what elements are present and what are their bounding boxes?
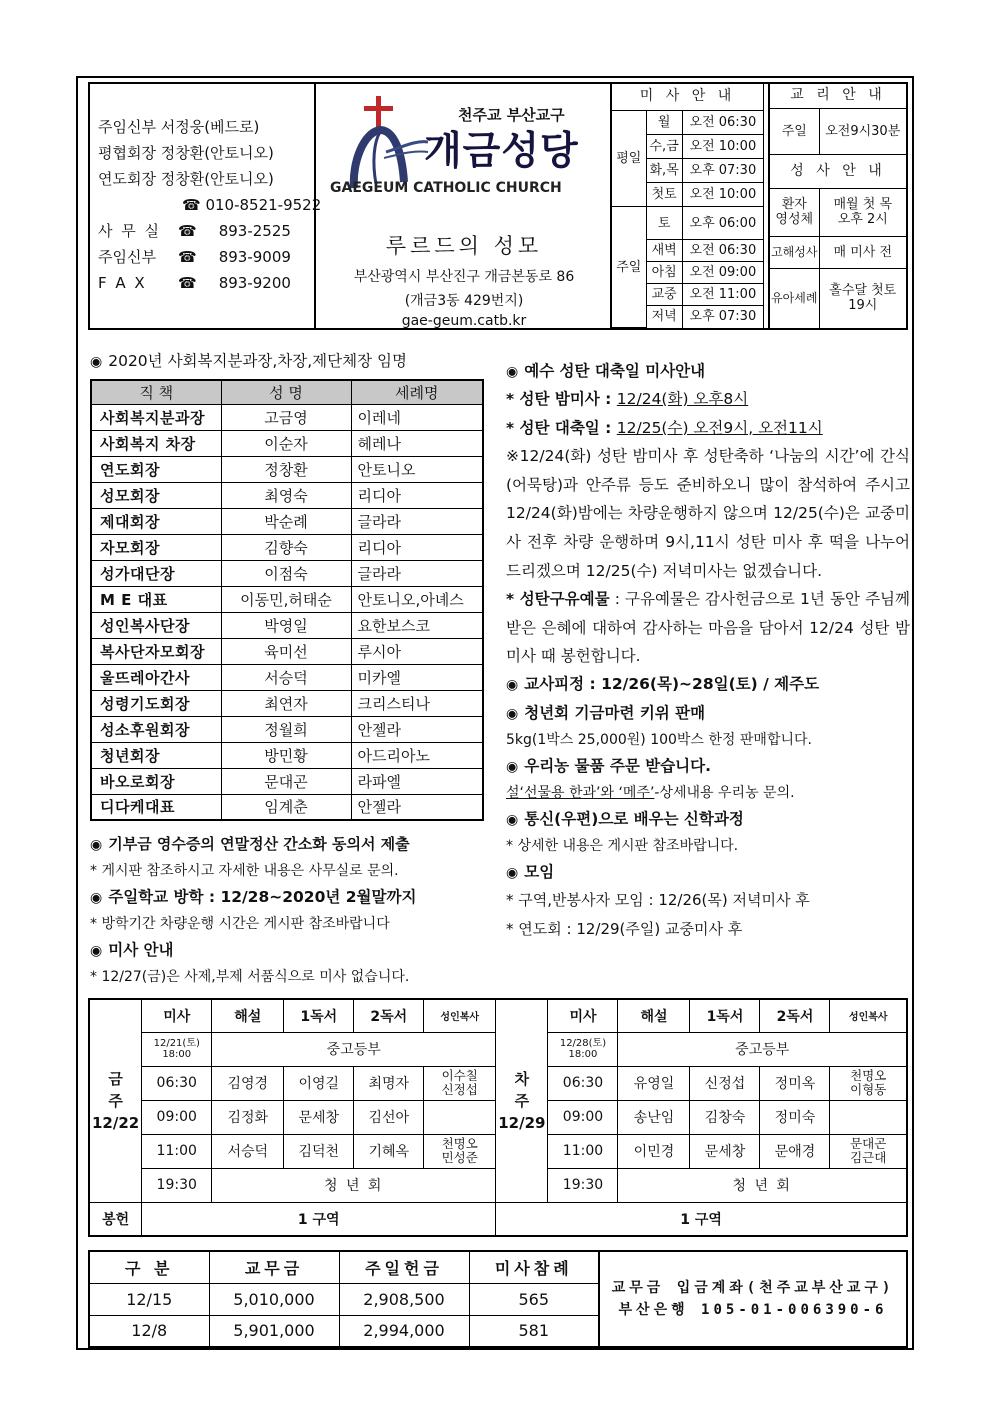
officer-name: 김향숙	[221, 534, 351, 560]
account-line: 교무금 입금계좌(천주교부산교구)	[611, 1280, 895, 1296]
mass-time-cell: 19:30	[142, 1168, 212, 1202]
table-row	[89, 1251, 907, 1283]
officer-baptismal: 루시아	[351, 638, 483, 664]
mass-time: 오전 06:30	[682, 110, 763, 134]
mass-time: 오후 06:00	[682, 207, 763, 240]
mobile-number: 010-8521-9522	[205, 196, 322, 214]
finance-table	[88, 1250, 908, 1348]
table-row	[91, 794, 483, 820]
sacrament-name: 고해성사	[769, 236, 819, 268]
reader1-cell: 신정섭	[690, 1066, 760, 1100]
officer-baptismal: 리디아	[351, 482, 483, 508]
officer-name: 정창환	[221, 456, 351, 482]
diocese-name: 천주교 부산교구	[458, 106, 565, 124]
officer-baptismal: 요한보스코	[351, 612, 483, 638]
bullet-icon: ◉	[506, 676, 519, 693]
retreat-heading	[506, 671, 910, 698]
finance-attendance: 565	[469, 1283, 599, 1315]
schedule-header: 성인복사	[424, 999, 496, 1032]
donation-note: * 게시판 참조하시고 자세한 내용은 사무실로 문의.	[90, 863, 399, 879]
meeting-item: * 구역,반봉사자 모임 : 12/26(목) 저녁미사 후	[506, 890, 810, 909]
reader1-cell: 이영길	[284, 1066, 354, 1100]
bullet-icon: ◉	[90, 890, 103, 906]
mass-day: 토	[646, 207, 682, 240]
schedule-header: 2독서	[760, 999, 830, 1032]
school-title: 주일학교 방학 : 12/28~2020년 2월말까지	[108, 888, 417, 906]
mass-time-cell: 09:00	[548, 1100, 618, 1134]
mass-time-cell: 06:30	[548, 1066, 618, 1100]
bullet-icon: ◉	[90, 943, 103, 959]
staff-line: 주임신부 서정웅(베드로)	[98, 118, 260, 136]
sacrament-time: 매 미사 전	[819, 236, 906, 268]
sacrament-name: 유아세례	[769, 268, 819, 328]
table-row	[91, 638, 483, 664]
website-link[interactable]: gae-geum.catb.kr	[401, 313, 527, 329]
reader2-cell: 정미숙	[760, 1100, 830, 1134]
table-header: 성 명	[221, 380, 351, 404]
mass-times-table	[612, 84, 764, 328]
mass-day: 저녁	[646, 305, 682, 327]
church-logo-block	[316, 84, 612, 328]
server-cell: 문대곤 김근대	[830, 1134, 907, 1168]
mass-time-cell: 06:30	[142, 1066, 212, 1100]
fax-number: 893-9200	[218, 274, 291, 292]
finance-dues: 5,010,000	[209, 1283, 339, 1315]
this-week-label: 금 주 12/22	[89, 999, 142, 1202]
staff-line: 평협회장 정창환(안토니오)	[98, 144, 274, 162]
schedule-header: 해설	[618, 999, 690, 1032]
assigned-group: 청 년 회	[212, 1168, 496, 1202]
youth-heading	[506, 700, 910, 727]
farm-note-items: 설‘선물용 한과’와 ‘메주’	[506, 784, 655, 801]
finance-attendance: 581	[469, 1315, 599, 1347]
officer-role: 연도회장	[91, 456, 221, 482]
bullet-icon: ◉	[506, 705, 519, 722]
school-note: * 방학기간 차량운행 시간은 게시판 참조바랍니다	[90, 916, 390, 932]
officer-role: 성소후원회장	[91, 716, 221, 742]
officer-baptismal: 글라라	[351, 560, 483, 586]
offering-body: : 구유예물은 감사헌금으로 1년 동안 주님께 받은 은혜에 대하여 감사하는 마음을 담아서 12/24 성탄 밤미사 때 봉헌합니다.	[506, 590, 910, 666]
offering-district: 1 구역	[496, 1202, 907, 1236]
offering-row	[89, 1202, 907, 1236]
weekday-label: 평일	[612, 110, 646, 207]
eve-label: * 성탄 밤미사 :	[506, 390, 617, 408]
table-header: 세례명	[351, 380, 483, 404]
reader1-cell: 문세창	[690, 1134, 760, 1168]
officer-baptismal: 헤레나	[351, 430, 483, 456]
finance-header: 주일헌금	[339, 1251, 469, 1283]
table-row	[91, 456, 483, 482]
mass-time-cell: 11:00	[548, 1134, 618, 1168]
church-name-en: GAEGEUM CATHOLIC CHURCH	[330, 180, 562, 196]
officer-baptismal: 안토니오,아녜스	[351, 586, 483, 612]
finance-date: 12/15	[89, 1283, 209, 1315]
bullet-icon: ◉	[90, 354, 103, 370]
reader1-cell: 문세창	[284, 1100, 354, 1134]
officer-name: 정월희	[221, 716, 351, 742]
catechism-time: 오전9시30분	[819, 108, 906, 154]
table-row	[91, 716, 483, 742]
mass-note: * 12/27(금)은 사제,부제 서품식으로 미사 없습니다.	[90, 969, 410, 985]
office-label: 사 무 실	[98, 222, 162, 240]
officer-role: 울뜨레아간사	[91, 664, 221, 690]
officer-baptismal: 안젤라	[351, 794, 483, 820]
mass-time: 오후 07:30	[682, 305, 763, 327]
finance-header: 미사참례	[469, 1251, 599, 1283]
schedule-header: 1독서	[284, 999, 354, 1032]
table-row	[91, 508, 483, 534]
reader1-cell: 김덕천	[284, 1134, 354, 1168]
appointment-heading	[90, 348, 490, 375]
bullet-icon: ◉	[90, 837, 103, 853]
mass-time: 오전 09:00	[682, 262, 763, 284]
officer-baptismal: 크리스티나	[351, 690, 483, 716]
mass-time: 오후 07:30	[682, 159, 763, 183]
officer-role: 자모회장	[91, 534, 221, 560]
table-row	[91, 404, 483, 430]
officer-name: 방민황	[221, 742, 351, 768]
reader2-cell: 문애경	[760, 1134, 830, 1168]
officer-role: 디다케대표	[91, 794, 221, 820]
assigned-group: 청 년 회	[618, 1168, 907, 1202]
mass-day: 월	[646, 110, 682, 134]
staff-line: 연도회장 정창환(안토니오)	[98, 170, 274, 188]
youth-title: 청년회 기금마련 키위 판매	[524, 703, 706, 722]
finance-offering: 2,908,500	[339, 1283, 469, 1315]
commentator-cell: 김영경	[212, 1066, 284, 1100]
offering-paragraph	[506, 585, 910, 671]
phone-icon: ☎	[182, 196, 201, 214]
table-row	[91, 560, 483, 586]
mass-time: 오전 06:30	[682, 240, 763, 262]
bullet-icon: ◉	[506, 758, 519, 775]
table-row	[91, 586, 483, 612]
server-cell	[424, 1100, 496, 1134]
officer-name: 이점숙	[221, 560, 351, 586]
officer-role: 복사단자모회장	[91, 638, 221, 664]
day-label: * 성탄 대축일 :	[506, 418, 617, 437]
sacrament-time: 매월 첫 목 오후 2시	[819, 188, 906, 236]
officer-name: 고금영	[221, 404, 351, 430]
bullet-icon: ◉	[506, 364, 519, 380]
catechism-title: 교 리 안 내	[769, 84, 906, 108]
commentator-cell: 송난임	[618, 1100, 690, 1134]
farm-heading	[506, 753, 910, 780]
school-heading	[90, 884, 490, 911]
server-cell: 이수칠 신정섭	[424, 1066, 496, 1100]
mass-time-cell: 11:00	[142, 1134, 212, 1168]
mass-time-cell: 12/28(토) 18:00	[548, 1032, 618, 1066]
mass-info-block	[612, 84, 906, 328]
officer-name: 서승덕	[221, 664, 351, 690]
schedule-header: 성인복사	[830, 999, 907, 1032]
officer-role: 성모회장	[91, 482, 221, 508]
contact-info	[90, 84, 322, 328]
officer-baptismal: 미카엘	[351, 664, 483, 690]
reader2-cell: 최명자	[354, 1066, 424, 1100]
officer-role: 사회복지 차장	[91, 430, 221, 456]
priest-phone: 893-9009	[218, 248, 291, 266]
table-row	[91, 742, 483, 768]
finance-offering: 2,994,000	[339, 1315, 469, 1347]
table-row	[91, 768, 483, 794]
schedule-header: 해설	[212, 999, 284, 1032]
server-cell	[830, 1100, 907, 1134]
farm-note: -상세내용 우리농 문의.	[654, 784, 795, 801]
ministry-schedule-table	[88, 998, 908, 1237]
officer-role: 제대회장	[91, 508, 221, 534]
address: 부산광역시 부산진구 개금본동로 86	[353, 269, 575, 285]
address-old: (개금3동 429번지)	[404, 293, 524, 309]
commentator-cell: 이민경	[618, 1134, 690, 1168]
theology-title: 통신(우편)으로 배우는 신학과정	[524, 809, 744, 828]
catechism-day: 주일	[769, 108, 819, 154]
officer-name: 박순례	[221, 508, 351, 534]
next-week-label: 차 주 12/29	[496, 999, 548, 1202]
retreat-title: 교사피정 : 12/26(목)~28일(토) / 제주도	[524, 674, 820, 693]
meeting-title: 모임	[524, 862, 555, 881]
mass-guide-title: 미 사 안 내	[612, 84, 764, 110]
office-phone: 893-2525	[218, 222, 291, 240]
officer-baptismal: 안토니오	[351, 456, 483, 482]
church-name: 개금성당	[424, 129, 579, 174]
day-time: 12/25(수) 오전9시, 오전11시	[616, 418, 823, 437]
reader2-cell: 기혜옥	[354, 1134, 424, 1168]
officer-role: 성령기도회장	[91, 690, 221, 716]
reader2-cell: 정미옥	[760, 1066, 830, 1100]
schedule-header: 1독서	[690, 999, 760, 1032]
mass-day: 새벽	[646, 240, 682, 262]
christmas-heading	[506, 358, 910, 385]
officer-name: 육미선	[221, 638, 351, 664]
mass-heading	[90, 937, 490, 964]
officer-name: 임계춘	[221, 794, 351, 820]
finance-header: 교무금	[209, 1251, 339, 1283]
donation-heading	[90, 831, 490, 858]
officer-role: 성인복사단장	[91, 612, 221, 638]
bullet-icon: ◉	[506, 811, 519, 828]
appointment-title: 2020년 사회복지분과장,차장,제단체장 임명	[108, 352, 407, 370]
officer-name: 문대곤	[221, 768, 351, 794]
finance-dues: 5,901,000	[209, 1315, 339, 1347]
officers-table	[90, 379, 484, 821]
finance-header: 구 분	[89, 1251, 209, 1283]
christmas-body: ※12/24(화) 성탄 밤미사 후 성탄축하 ‘나눔의 시간’에 간식(어묵탕)과 안주류 등도 준비하오니 많이 참석하여 주시고 12/24(화)밤에는 차량운행하지 않으며 12/25(수)은 교중미사 전후 차량 운행하며 9시,11시 성탄 미사 후 떡을 나누어 드리겠으며 12/25(수) 저녁미사는 없겠습니다.	[506, 447, 910, 580]
offering-label: 봉헌	[89, 1202, 142, 1236]
officer-name: 박영일	[221, 612, 351, 638]
meeting-heading	[506, 859, 910, 886]
meeting-item: * 연도회 : 12/29(주일) 교중미사 후	[506, 919, 743, 938]
mass-time-cell: 12/21(토) 18:00	[142, 1032, 212, 1066]
officer-baptismal: 라파엘	[351, 768, 483, 794]
christmas-eve-line	[506, 385, 910, 414]
officer-baptismal: 글라라	[351, 508, 483, 534]
right-column	[506, 358, 910, 944]
server-cell: 천명오 민성준	[424, 1134, 496, 1168]
fax-label: F A X	[98, 274, 147, 292]
officer-baptismal: 이레네	[351, 404, 483, 430]
mass-day: 화,목	[646, 159, 682, 183]
sacrament-title: 성 사 안 내	[769, 154, 906, 188]
phone-icon: ☎	[178, 222, 197, 240]
mass-time: 오전 10:00	[682, 134, 763, 158]
schedule-header: 미사	[142, 999, 212, 1032]
header-box	[88, 82, 908, 330]
officer-role: 사회복지분과장	[91, 404, 221, 430]
mass-title: 미사 안내	[108, 941, 174, 959]
schedule-header: 미사	[548, 999, 618, 1032]
parish-title: 루르드의 성모	[385, 234, 543, 258]
mass-time-cell: 09:00	[142, 1100, 212, 1134]
table-row	[91, 690, 483, 716]
officer-name: 이순자	[221, 430, 351, 456]
bullet-icon: ◉	[506, 864, 519, 881]
theology-note: * 상세한 내용은 게시판 참조바랍니다.	[506, 837, 739, 854]
server-cell: 천명오 이형동	[830, 1066, 907, 1100]
christmas-title: 예수 성탄 대축일 미사안내	[524, 362, 706, 380]
left-column	[90, 348, 490, 990]
officer-role: 청년회장	[91, 742, 221, 768]
reader1-cell: 김창숙	[690, 1100, 760, 1134]
officer-name: 최연자	[221, 690, 351, 716]
account-info	[599, 1251, 907, 1347]
sunday-label: 주일	[612, 207, 646, 328]
priest-label: 주임신부	[98, 248, 156, 266]
sacrament-name: 환자 영성체	[769, 188, 819, 236]
table-row	[91, 664, 483, 690]
officer-baptismal: 안젤라	[351, 716, 483, 742]
officer-baptismal: 아드리아노	[351, 742, 483, 768]
mass-day: 교중	[646, 284, 682, 306]
catechism-sacrament-table	[768, 84, 906, 328]
commentator-cell: 서승덕	[212, 1134, 284, 1168]
assigned-group: 중고등부	[618, 1032, 907, 1066]
farm-title: 우리농 물품 주문 받습니다.	[524, 756, 711, 775]
table-row	[91, 534, 483, 560]
officer-role: 성가대단장	[91, 560, 221, 586]
phone-icon: ☎	[178, 248, 197, 266]
mass-day: 첫토	[646, 183, 682, 207]
officer-role: 바오로회장	[91, 768, 221, 794]
mass-time: 오전 11:00	[682, 284, 763, 306]
donation-title: 기부금 영수증의 연말정산 간소화 동의서 제출	[108, 835, 410, 853]
finance-date: 12/8	[89, 1315, 209, 1347]
officer-role: M E 대표	[91, 586, 221, 612]
mass-time-cell: 19:30	[548, 1168, 618, 1202]
table-row	[91, 612, 483, 638]
offering-district: 1 구역	[142, 1202, 496, 1236]
schedule-header: 2독서	[354, 999, 424, 1032]
christmas-day-line	[506, 414, 910, 443]
theology-heading	[506, 806, 910, 833]
reader2-cell: 김선아	[354, 1100, 424, 1134]
officer-name: 이동민,허태순	[221, 586, 351, 612]
account-number: 부산은행 105-01-006390-6	[618, 1302, 888, 1318]
officer-name: 최영숙	[221, 482, 351, 508]
bulletin-page	[76, 76, 914, 1350]
offering-label: * 성탄구유예물	[506, 590, 610, 609]
commentator-cell: 유영일	[618, 1066, 690, 1100]
mass-day: 아침	[646, 262, 682, 284]
table-row	[91, 482, 483, 508]
table-row	[91, 430, 483, 456]
farm-note-line	[506, 780, 910, 806]
sacrament-time: 홀수달 첫토 19시	[819, 268, 906, 328]
youth-note: 5kg(1박스 25,000원) 100박스 한정 판매합니다.	[506, 731, 812, 748]
officer-baptismal: 리디아	[351, 534, 483, 560]
commentator-cell: 김정화	[212, 1100, 284, 1134]
eve-time: 12/24(화) 오후8시	[616, 390, 749, 408]
mass-day: 수,금	[646, 134, 682, 158]
mass-time: 오전 10:00	[682, 183, 763, 207]
assigned-group: 중고등부	[212, 1032, 496, 1066]
table-header: 직 책	[91, 380, 221, 404]
fax-icon: ☎	[178, 274, 197, 292]
